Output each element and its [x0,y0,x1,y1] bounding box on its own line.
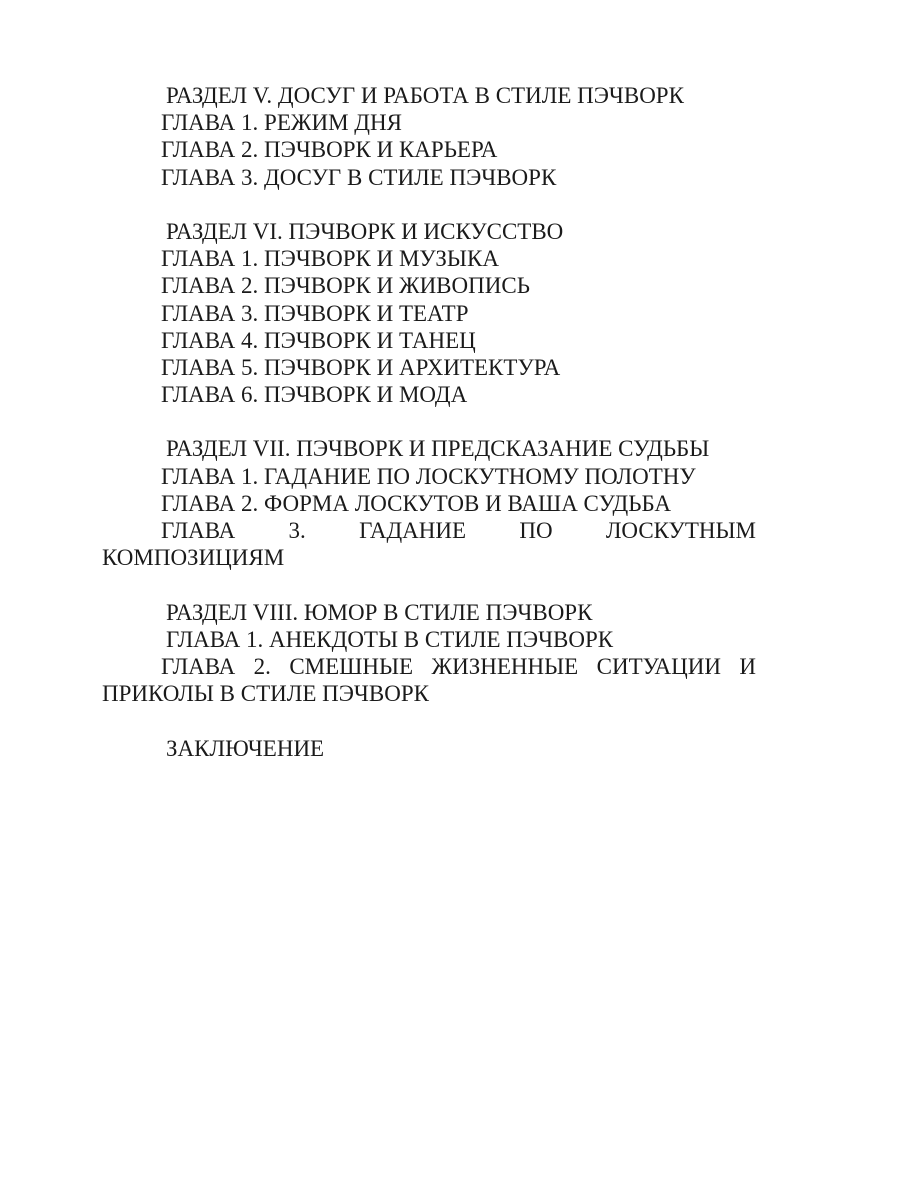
conclusion-entry: ЗАКЛЮЧЕНИЕ [166,735,325,761]
chapter-entry-wrapped: ГЛАВА 2. СМЕШНЫЕ ЖИЗНЕННЫЕ СИТУАЦИИ И [161,653,756,679]
chapter-entry: ГЛАВА 2. ФОРМА ЛОСКУТОВ И ВАША СУДЬБА [161,490,671,516]
chapter-entry: ГЛАВА 1. РЕЖИМ ДНЯ [161,110,402,136]
section-title: РАЗДЕЛ VII. ПЭЧВОРК И ПРЕДСКАЗАНИЕ СУДЬБЫ [166,436,710,462]
spacer [102,408,756,435]
chapter-entry: ГЛАВА 2. ПЭЧВОРК И ЖИВОПИСЬ [161,273,530,299]
chapter-entry-continuation: ПРИКОЛЫ В СТИЛЕ ПЭЧВОРК [102,681,429,707]
chapter-entry: ГЛАВА 5. ПЭЧВОРК И АРХИТЕКТУРА [161,354,561,380]
spacer [102,571,756,598]
chapter-entry: ГЛАВА 4. ПЭЧВОРК И ТАНЕЦ [161,327,476,353]
chapter-entry: ГЛАВА 1. ГАДАНИЕ ПО ЛОСКУТНОМУ ПОЛОТНУ [161,463,696,489]
chapter-entry: ГЛАВА 6. ПЭЧВОРК И МОДА [161,382,468,408]
chapter-entry: ГЛАВА 2. ПЭЧВОРК И КАРЬЕРА [161,137,498,163]
chapter-entry: ГЛАВА 3. ДОСУГ В СТИЛЕ ПЭЧВОРК [161,164,557,190]
section-title: РАЗДЕЛ VIII. ЮМОР В СТИЛЕ ПЭЧВОРК [166,599,593,625]
chapter-entry-wrapped: ГЛАВА 3. ГАДАНИЕ ПО ЛОСКУТНЫМ [161,518,756,543]
section-title: РАЗДЕЛ VI. ПЭЧВОРК И ИСКУССТВО [166,218,564,244]
table-of-contents [102,82,756,762]
chapter-entry: ГЛАВА 3. ПЭЧВОРК И ТЕАТР [161,300,469,326]
spacer [102,707,756,734]
chapter-entry: ГЛАВА 1. АНЕКДОТЫ В СТИЛЕ ПЭЧВОРК [166,626,614,652]
spacer [102,191,756,218]
section-title: РАЗДЕЛ V. ДОСУГ И РАБОТА В СТИЛЕ ПЭЧВОРК [166,83,684,108]
chapter-entry: ГЛАВА 1. ПЭЧВОРК И МУЗЫКА [161,246,499,272]
chapter-entry-continuation: КОМПОЗИЦИЯМ [102,545,285,571]
